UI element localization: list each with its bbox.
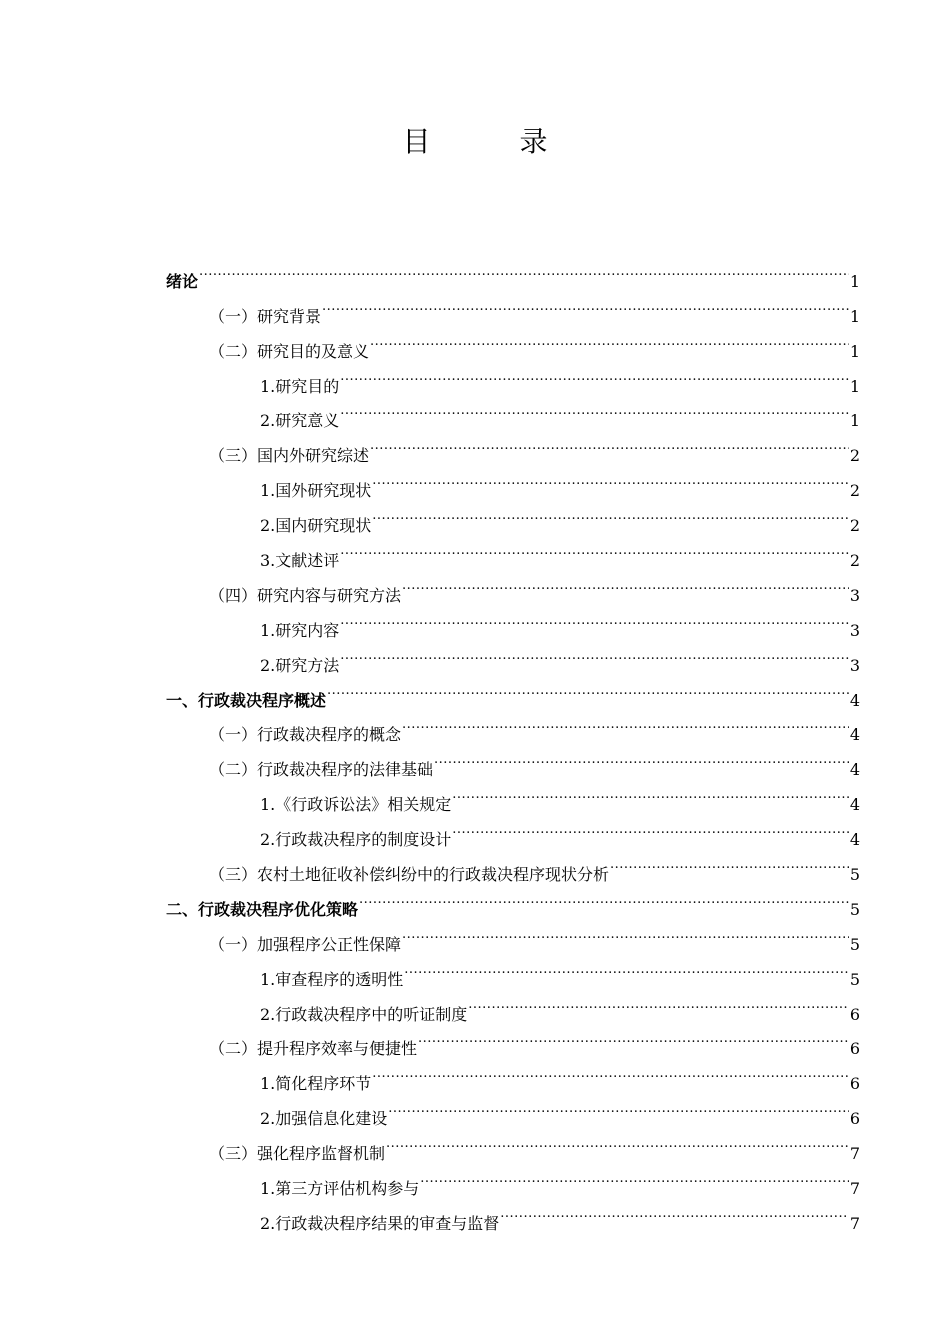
toc-entry-title: 1.《行政诉讼法》相关规定 [260, 795, 452, 815]
toc-entry-title: （三）强化程序监督机制 [209, 1144, 386, 1164]
dot-leader [386, 1124, 849, 1159]
toc-entry-page-number: 6 [849, 1004, 860, 1024]
toc-entry-title: （二）研究目的及意义 [209, 341, 370, 361]
dot-leader [434, 740, 849, 775]
dot-leader [370, 426, 849, 461]
toc-entry-title: 2.国内研究现状 [260, 516, 372, 536]
toc-entry-title: （三）农村土地征收补偿纠纷中的行政裁决程序现状分析 [209, 865, 610, 885]
toc-entry-title: 1.简化程序环节 [260, 1074, 372, 1094]
page-title: 目 录 [402, 125, 588, 158]
toc-entry-title: 1.研究目的 [260, 376, 340, 396]
dot-leader [404, 950, 849, 985]
toc-entry-page-number: 5 [849, 865, 860, 885]
toc-entry-page-number: 4 [849, 830, 860, 850]
toc-entry-page-number: 1 [849, 271, 860, 291]
toc-entry-title: 1.国外研究现状 [260, 481, 372, 501]
toc-entry-title: 1.审查程序的透明性 [260, 969, 404, 989]
toc-entry-title: （三）国内外研究综述 [209, 446, 370, 466]
toc-entry-title: 2.加强信息化建设 [260, 1109, 388, 1129]
toc-entry-page-number: 4 [849, 690, 860, 710]
toc-entry-page-number: 5 [849, 899, 860, 919]
dot-leader [340, 531, 849, 566]
dot-leader [340, 392, 849, 427]
toc-entry-title: 1.第三方评估机构参与 [260, 1179, 420, 1199]
dot-leader [340, 636, 849, 671]
toc-entry-page-number: 2 [849, 516, 860, 536]
dot-leader [500, 1194, 849, 1229]
toc-entry-page-number: 1 [849, 376, 860, 396]
dot-leader [327, 671, 849, 706]
dot-leader [340, 357, 849, 392]
toc-entry-page-number: 4 [849, 725, 860, 745]
dot-leader [402, 915, 849, 950]
toc-entry-page-number: 5 [849, 969, 860, 989]
dot-leader [402, 706, 849, 741]
toc-entry[interactable] [166, 252, 860, 291]
table-of-contents [166, 252, 860, 1233]
toc-entry-page-number: 1 [849, 341, 860, 361]
toc-entry-title: 2.行政裁决程序中的听证制度 [260, 1004, 468, 1024]
dot-leader [372, 496, 849, 531]
toc-entry-title: 一、行政裁决程序概述 [166, 690, 327, 710]
dot-leader [199, 252, 849, 287]
toc-entry-page-number: 6 [849, 1109, 860, 1129]
toc-entry-page-number: 3 [849, 655, 860, 675]
dot-leader [468, 985, 849, 1020]
dot-leader [452, 775, 849, 810]
dot-leader [388, 1089, 849, 1124]
dot-leader [372, 1054, 849, 1089]
toc-entry-title: （一）行政裁决程序的概念 [209, 725, 402, 745]
dot-leader [610, 845, 849, 880]
toc-entry-title: （二）提升程序效率与便捷性 [209, 1039, 418, 1059]
dot-leader [402, 566, 849, 601]
dot-leader [340, 601, 849, 636]
toc-entry-title: 2.行政裁决程序的制度设计 [260, 830, 452, 850]
toc-entry-title: （一）研究背景 [209, 306, 322, 326]
toc-entry-page-number: 5 [849, 934, 860, 954]
dot-leader [370, 322, 849, 357]
toc-entry-title: 二、行政裁决程序优化策略 [166, 899, 359, 919]
dot-leader [420, 1159, 849, 1194]
toc-entry-title: 绪论 [166, 271, 199, 291]
dot-leader [322, 287, 849, 322]
dot-leader [418, 1020, 849, 1055]
toc-entry-page-number: 4 [849, 760, 860, 780]
toc-entry-title: 2.研究意义 [260, 411, 340, 431]
toc-entry-page-number: 2 [849, 481, 860, 501]
toc-entry-page-number: 3 [849, 585, 860, 605]
dot-leader [452, 810, 849, 845]
toc-entry-page-number: 2 [849, 446, 860, 466]
toc-entry-title: （一）加强程序公正性保障 [209, 934, 402, 954]
toc-entry-page-number: 3 [849, 620, 860, 640]
toc-entry-title: 2.研究方法 [260, 655, 340, 675]
toc-entry-title: 1.研究内容 [260, 620, 340, 640]
dot-leader [359, 880, 849, 915]
toc-entry-title: （二）行政裁决程序的法律基础 [209, 760, 434, 780]
toc-entry-title: 2.行政裁决程序结果的审查与监督 [260, 1213, 500, 1233]
toc-entry-title: 3.文献述评 [260, 551, 340, 571]
toc-entry-title: （四）研究内容与研究方法 [209, 585, 402, 605]
toc-entry-page-number: 7 [849, 1179, 860, 1199]
toc-entry-page-number: 7 [849, 1213, 860, 1233]
toc-entry-page-number: 2 [849, 551, 860, 571]
toc-entry[interactable] [166, 287, 860, 326]
toc-entry-page-number: 7 [849, 1144, 860, 1164]
dot-leader [372, 461, 849, 496]
toc-entry-page-number: 1 [849, 306, 860, 326]
toc-entry-page-number: 1 [849, 411, 860, 431]
toc-entry-page-number: 6 [849, 1074, 860, 1094]
toc-entry-page-number: 4 [849, 795, 860, 815]
toc-entry-page-number: 6 [849, 1039, 860, 1059]
